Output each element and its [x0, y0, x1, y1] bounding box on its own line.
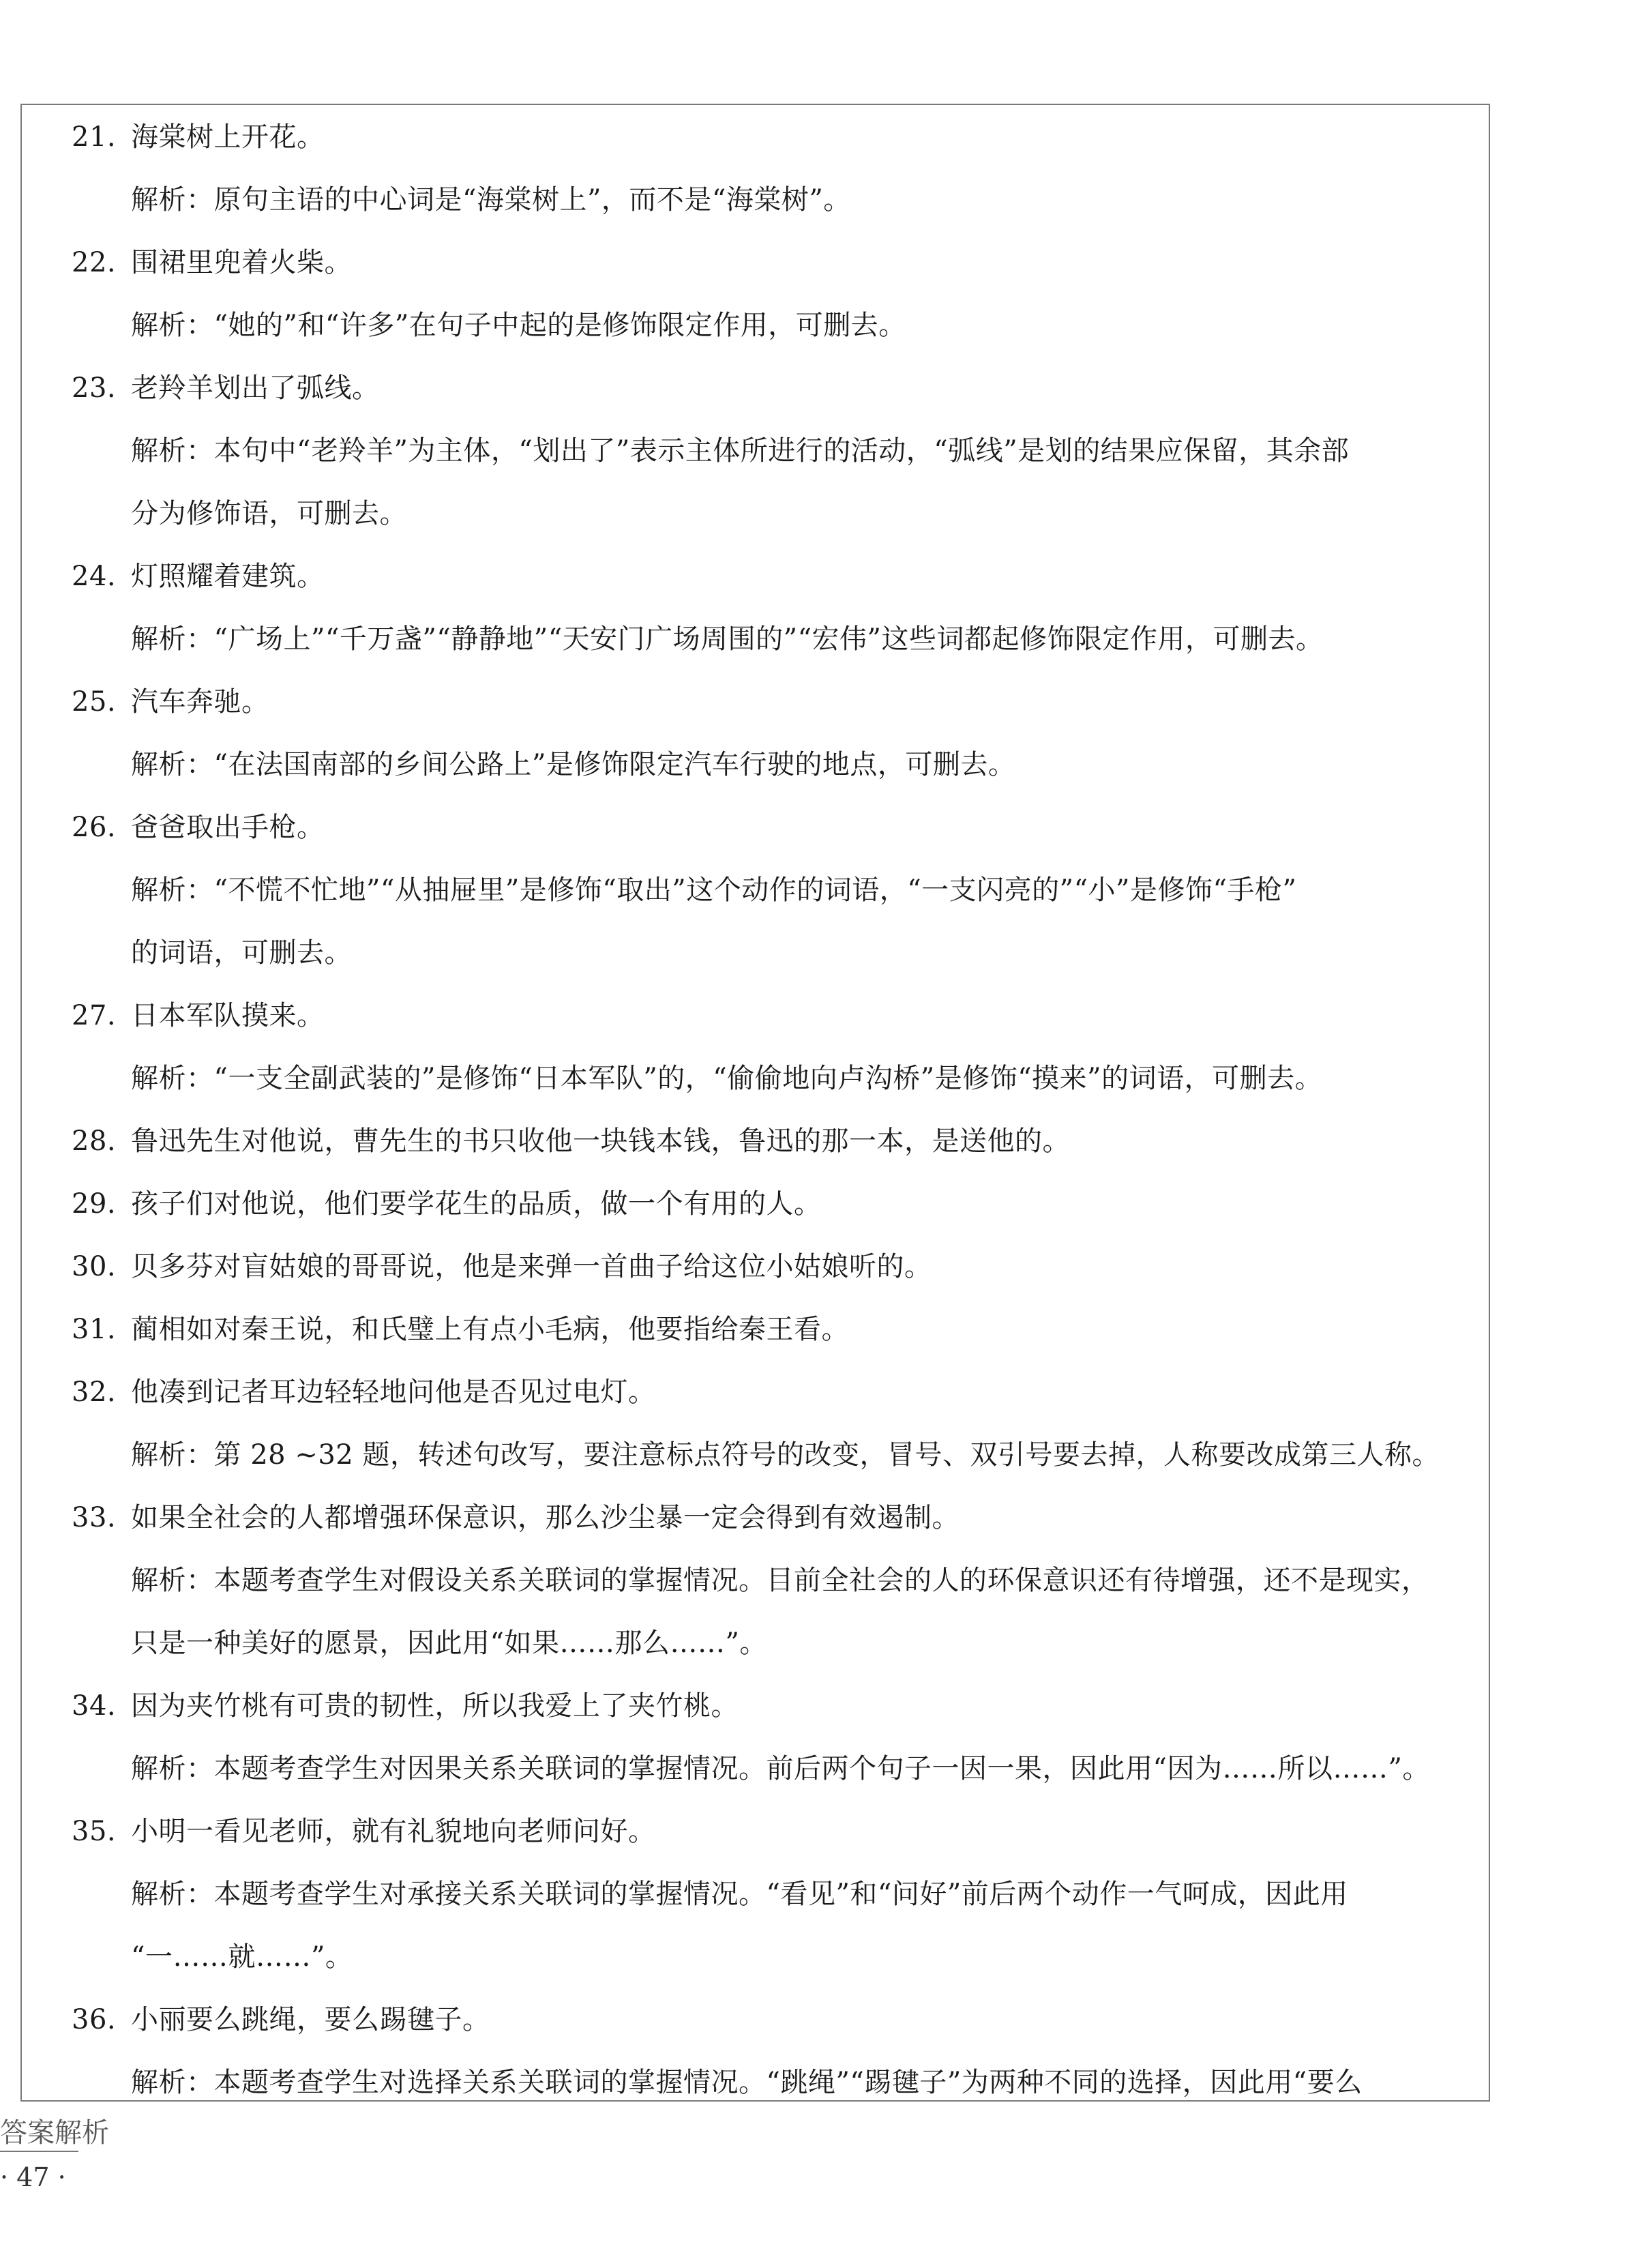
analysis-text: 解析：“不慌不忙地”“从抽屉里”是修饰“取出”这个动作的词语，“一支闪亮的”“小”是修饰“手枪” [131, 874, 1297, 906]
question-number: 27. [72, 1000, 117, 1031]
question-line [0, 1809, 1473, 1872]
analysis-text: 解析：“一支全副武装的”是修饰“日本军队”的，“偷偷地向卢沟桥”是修饰“摸来”的词语，可删去。 [131, 1063, 1323, 1094]
question-answer-text: 他凑到记者耳边轻轻地问他是否见过电灯。 [131, 1376, 656, 1408]
analysis-text: 解析：“广场上”“千万盏”“静静地”“天安门广场周围的”“宏伟”这些词都起修饰限定作用，可删去。 [131, 623, 1324, 655]
analysis-line [0, 1872, 1473, 1934]
question-answer-text: 日本军队摸来。 [131, 1000, 325, 1031]
analysis-line [0, 1432, 1473, 1495]
question-line [0, 240, 1473, 303]
question-number: 25. [72, 686, 117, 718]
analysis-line [0, 303, 1473, 366]
question-number: 32. [72, 1376, 117, 1408]
question-answer-text: 蔺相如对秦王说，和氏璧上有点小毛病，他要指给秦王看。 [131, 1314, 849, 1345]
question-line [0, 1495, 1473, 1558]
question-answer-text: 海棠树上开花。 [131, 121, 325, 153]
question-answer-text: 因为夹竹桃有可贵的韧性，所以我爱上了夹竹桃。 [131, 1690, 739, 1722]
question-line [0, 1181, 1473, 1244]
question-answer-text: 爸爸取出手枪。 [131, 812, 325, 843]
question-line [0, 993, 1473, 1056]
question-number: 33. [72, 1502, 117, 1533]
analysis-continuation-line [0, 491, 1473, 554]
question-answer-text: 汽车奔驰。 [131, 686, 269, 718]
question-number: 24. [72, 561, 117, 592]
question-number: 26. [72, 812, 117, 843]
question-line [0, 554, 1473, 617]
analysis-continuation-text: 的词语，可删去。 [131, 937, 352, 969]
question-answer-text: 鲁迅先生对他说，曹先生的书只收他一块钱本钱，鲁迅的那一本，是送他的。 [131, 1125, 1070, 1157]
analysis-line [0, 1056, 1473, 1119]
question-line [0, 1997, 1473, 2060]
question-line [0, 366, 1473, 428]
question-answer-text: 围裙里兜着火柴。 [131, 247, 352, 278]
question-answer-text: 贝多芬对盲姑娘的哥哥说，他是来弹一首曲子给这位小姑娘听的。 [131, 1251, 932, 1282]
question-number: 30. [72, 1251, 117, 1282]
analysis-text: 解析：原句主语的中心词是“海棠树上”，而不是“海棠树”。 [131, 184, 851, 216]
analysis-line [0, 2060, 1473, 2123]
analysis-line [0, 868, 1473, 930]
analysis-line [0, 742, 1473, 805]
question-line [0, 1683, 1473, 1746]
analysis-line [0, 1558, 1473, 1621]
analysis-text: 解析：本题考查学生对因果关系关联词的掌握情况。前后两个句子一因一果，因此用“因为……所以……”。 [131, 1753, 1430, 1784]
question-line [0, 679, 1473, 742]
question-line [0, 1307, 1473, 1370]
question-line [0, 1370, 1473, 1432]
question-line [0, 1244, 1473, 1307]
analysis-continuation-line [0, 1621, 1473, 1683]
analysis-text: 解析：本题考查学生对选择关系关联词的掌握情况。“跳绳”“踢毽子”为两种不同的选择，因此用“要么 [131, 2067, 1363, 2098]
question-answer-text: 如果全社会的人都增强环保意识，那么沙尘暴一定会得到有效遏制。 [131, 1502, 960, 1533]
page-number: · 47 · [0, 2162, 66, 2192]
question-number: 36. [72, 2004, 117, 2035]
analysis-text: 解析：本句中“老羚羊”为主体，“划出了”表示主体所进行的活动，“弧线”是划的结果应保留，其余部 [131, 435, 1350, 467]
question-number: 34. [72, 1690, 117, 1722]
question-number: 28. [72, 1125, 117, 1157]
question-number: 22. [72, 247, 117, 278]
analysis-line [0, 1746, 1473, 1809]
answer-content [0, 115, 1473, 2123]
question-number: 35. [72, 1816, 117, 1847]
analysis-text: 解析：“在法国南部的乡间公路上”是修饰限定汽车行驶的地点，可删去。 [131, 749, 1016, 780]
analysis-text: 解析：第 28 ~32 题，转述句改写，要注意标点符号的改变，冒号、双引号要去掉，人称要改成第三人称。 [131, 1439, 1440, 1471]
analysis-continuation-line [0, 1934, 1473, 1997]
analysis-continuation-line [0, 930, 1473, 993]
analysis-line [0, 177, 1473, 240]
question-answer-text: 孩子们对他说，他们要学花生的品质，做一个有用的人。 [131, 1188, 822, 1220]
question-line [0, 805, 1473, 868]
question-line [0, 1119, 1473, 1181]
analysis-continuation-text: 只是一种美好的愿景，因此用“如果……那么……”。 [131, 1628, 767, 1659]
question-number: 23. [72, 372, 117, 404]
question-line [0, 115, 1473, 177]
footer-rule [0, 2151, 78, 2152]
question-answer-text: 小丽要么跳绳，要么踢毽子。 [131, 2004, 490, 2035]
analysis-line [0, 617, 1473, 679]
analysis-text: 解析：“她的”和“许多”在句子中起的是修饰限定作用，可删去。 [131, 310, 906, 341]
question-number: 31. [72, 1314, 117, 1345]
question-answer-text: 小明一看见老师，就有礼貌地向老师问好。 [131, 1816, 656, 1847]
question-number: 29. [72, 1188, 117, 1220]
analysis-continuation-text: “一……就……”。 [131, 1941, 353, 1973]
question-answer-text: 灯照耀着建筑。 [131, 561, 325, 592]
question-answer-text: 老羚羊划出了弧线。 [131, 372, 380, 404]
analysis-text: 解析：本题考查学生对假设关系关联词的掌握情况。目前全社会的人的环保意识还有待增强，还不是现实， [131, 1565, 1429, 1596]
footer-section-title: 答案解析 [0, 2117, 109, 2149]
analysis-line [0, 428, 1473, 491]
analysis-continuation-text: 分为修饰语，可删去。 [131, 498, 407, 529]
question-number: 21. [72, 121, 117, 153]
analysis-text: 解析：本题考查学生对承接关系关联词的掌握情况。“看见”和“问好”前后两个动作一气呵成，因此用 [131, 1879, 1348, 1910]
